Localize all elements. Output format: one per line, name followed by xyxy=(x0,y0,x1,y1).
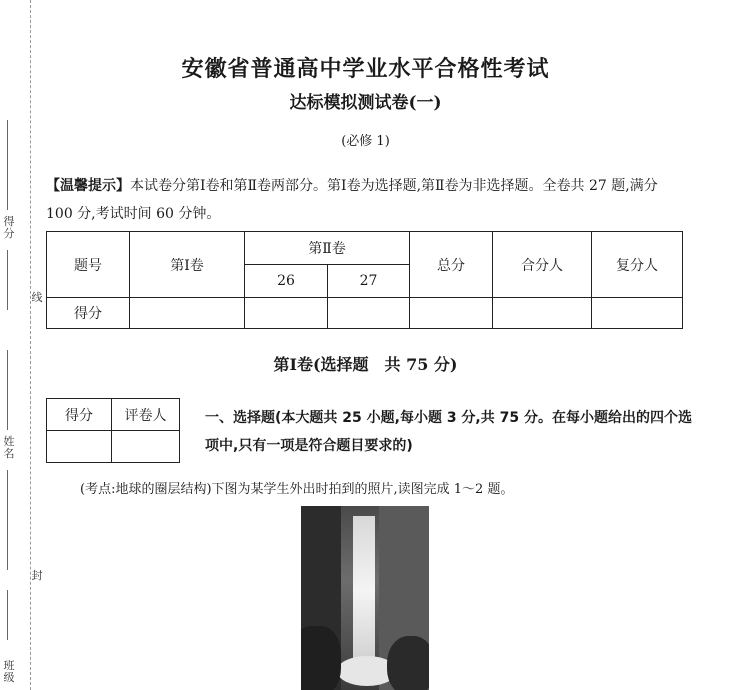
gutter-line xyxy=(7,250,8,310)
tip-text: 本试卷分第Ⅰ卷和第Ⅱ卷两部分。第Ⅰ卷为选择题,第Ⅱ卷为非选择题。全卷共 27 题,满分 100 分,考试时间 60 分钟。 xyxy=(46,178,658,222)
score-table xyxy=(46,231,683,329)
tip-tag: 【温馨提示】 xyxy=(46,178,130,194)
row-score-label: 得分 xyxy=(47,298,130,329)
question-note: (考点:地球的圈层结构)下图为某学生外出时拍到的照片,读图完成 1～2 题。 xyxy=(80,482,514,497)
part1-instructions: 一、选择题(本大题共 25 小题,每小题 3 分,共 75 分。在每小题给出的四个选项中,只有一项是符合题目要求的) xyxy=(205,410,692,454)
header-total: 总分 xyxy=(410,232,493,298)
gutter-line xyxy=(7,590,8,640)
header-q26: 26 xyxy=(245,265,328,298)
photo-tree-left xyxy=(301,626,341,690)
photo-waterfall xyxy=(353,516,375,666)
gutter-line xyxy=(7,470,8,570)
score-cell-q26 xyxy=(245,298,328,329)
grader-table xyxy=(46,398,180,463)
grader-score-cell xyxy=(47,431,112,463)
score-cell-total xyxy=(410,298,493,329)
gutter-seal-mark: 封 xyxy=(31,569,43,582)
header-part2: 第Ⅱ卷 xyxy=(245,232,410,265)
grader-person-label: 评卷人 xyxy=(112,399,180,431)
gutter-score-label: 得分 xyxy=(3,215,15,240)
waterfall-photo xyxy=(301,506,429,690)
header-tally-person: 合分人 xyxy=(493,232,592,298)
score-cell-part1 xyxy=(130,298,245,329)
section-title: 第Ⅰ卷(选择题 共 75 分) xyxy=(273,355,458,374)
grader-person-cell xyxy=(112,431,180,463)
header-review-person: 复分人 xyxy=(592,232,683,298)
page-title: 安徽省普通高中学业水平合格性考试 xyxy=(181,56,550,82)
score-cell-review xyxy=(592,298,683,329)
exam-tip xyxy=(46,172,686,228)
gutter-line-mark: 线 xyxy=(31,291,43,304)
page-subtitle: 达标模拟测试卷(一) xyxy=(289,93,442,113)
header-question-no: 题号 xyxy=(47,232,130,298)
score-cell-q27 xyxy=(328,298,410,329)
score-cell-tally xyxy=(493,298,592,329)
grader-score-label: 得分 xyxy=(47,399,112,431)
compulsory-label: (必修 1) xyxy=(341,134,390,149)
gutter-name-label: 姓名 xyxy=(3,435,15,460)
header-part1: 第Ⅰ卷 xyxy=(130,232,245,298)
photo-tree-right xyxy=(387,636,429,690)
header-q27: 27 xyxy=(328,265,410,298)
gutter-class-label: 班级 xyxy=(3,659,15,684)
